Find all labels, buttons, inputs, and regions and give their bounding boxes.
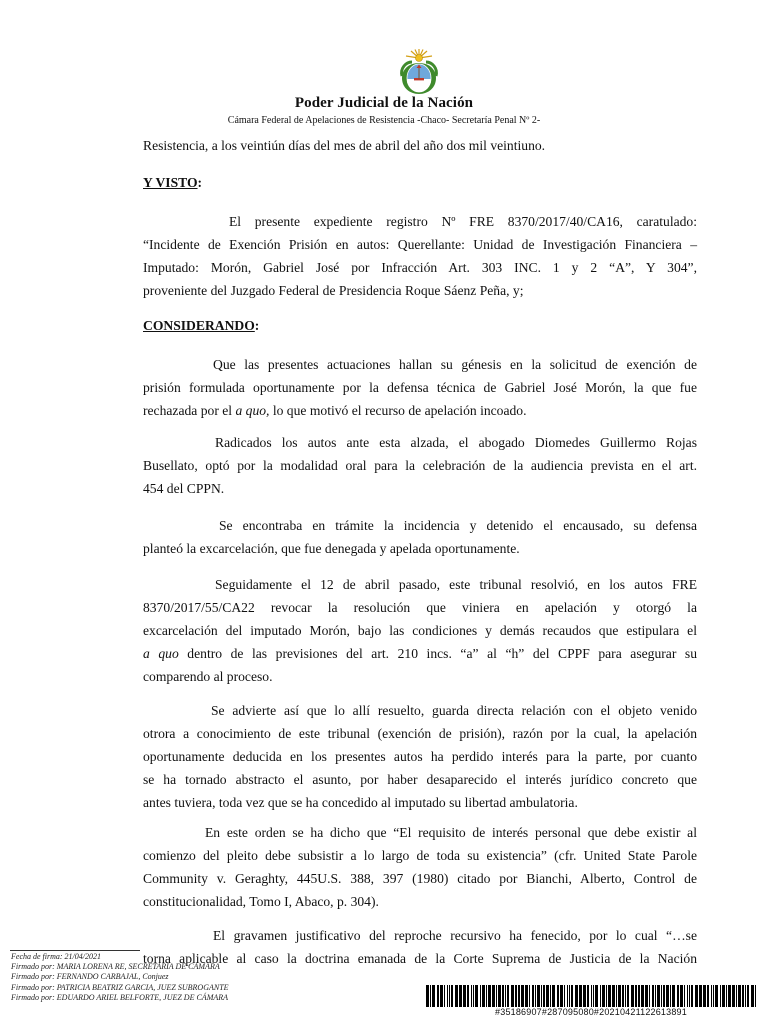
considerando-heading-colon: : — [254, 318, 260, 333]
barcode-bar — [525, 985, 528, 1007]
barcode-bar — [728, 985, 731, 1007]
paragraph-line: Community v. Geraghty, 445U.S. 388, 397 (1980) citado por Bianchi, Alberto, Control de — [143, 871, 697, 886]
barcode-bar — [552, 985, 555, 1007]
paragraph-line: comienzo del pleito debe subsistir a lo largo de toda su existencia” (cfr. United State Parole — [143, 848, 697, 863]
barcode-bar — [467, 985, 469, 1007]
barcode-bar — [426, 985, 429, 1007]
barcode-bar — [713, 985, 714, 1007]
barcode-bar — [537, 985, 540, 1007]
barcode-bar — [541, 985, 542, 1007]
paragraph-line: se ha tornado abstracto el asunto, por haber desaparecido el interés jurídico concreto que — [143, 772, 697, 787]
visto-heading-text: Y VISTO — [143, 175, 198, 190]
barcode-bar — [747, 985, 749, 1007]
barcode-bar — [511, 985, 514, 1007]
text-run: dentro de las previsiones del art. 210 incs. “a” al “h” del CPPF para asegurar su — [178, 646, 697, 661]
barcode-bar — [687, 985, 688, 1007]
paragraph-line: En este orden se ha dicho que “El requisito de interés personal que debe existir al — [205, 825, 697, 840]
barcode-bar — [587, 985, 589, 1007]
barcode-bar — [496, 985, 497, 1007]
paragraph-line: Imputado: Morón, Gabriel José por Infracción Art. 303 INC. 1 y 2 “A”, Y 304”, — [143, 260, 697, 275]
barcode-bar — [463, 985, 466, 1007]
paragraph-line: comparendo al proceso. — [143, 669, 273, 684]
barcode-bar — [689, 985, 690, 1007]
barcode-bar — [593, 985, 594, 1007]
barcode-bar — [602, 985, 605, 1007]
section-heading-considerando — [143, 316, 697, 336]
barcode-bar — [677, 985, 679, 1007]
barcode-bar — [575, 985, 578, 1007]
barcode-bar — [600, 985, 601, 1007]
paragraph-line: El presente expediente registro Nº FRE 8370/2017/40/CA16, caratulado: — [229, 214, 697, 229]
barcode-bar — [652, 985, 654, 1007]
italic-term: a quo — [143, 646, 179, 661]
barcode-bar — [529, 985, 530, 1007]
barcode-bar — [480, 985, 481, 1007]
barcode-bar — [475, 985, 478, 1007]
barcode-bar — [732, 985, 735, 1007]
barcode-bar — [521, 985, 524, 1007]
section-heading-visto — [143, 173, 697, 193]
barcode-bar — [736, 985, 737, 1007]
argentina-coat-of-arms-icon — [398, 48, 440, 96]
barcode-bar — [649, 985, 650, 1007]
barcode-bar — [715, 985, 718, 1007]
paragraph-line: Radicados los autos ante esta alzada, el abogado Diomedes Guillermo Rojas — [215, 435, 697, 450]
barcode-bar — [502, 985, 504, 1007]
barcode-bar — [550, 985, 551, 1007]
barcode-bar — [666, 985, 669, 1007]
barcode-bar — [699, 985, 702, 1007]
barcode — [426, 985, 756, 1007]
barcode-bar — [449, 985, 450, 1007]
paragraph-line: Se advierte así que lo allí resuelto, guarda directa relación con el objeto venido — [211, 703, 697, 718]
barcode-bar — [703, 985, 706, 1007]
barcode-bar — [595, 985, 598, 1007]
barcode-bar — [622, 985, 624, 1007]
barcode-bar — [473, 985, 474, 1007]
paragraph-line: planteó la excarcelación, que fue denegada y apelada oportunamente. — [143, 541, 520, 556]
barcode-bar — [486, 985, 487, 1007]
barcode-bar — [498, 985, 501, 1007]
barcode-bar — [720, 985, 721, 1007]
barcode-bar — [557, 985, 559, 1007]
barcode-bar — [543, 985, 545, 1007]
footer-divider — [10, 950, 140, 951]
header-subtitle: Cámara Federal de Apelaciones de Resistencia -Chaco- Secretaría Penal Nº 2- — [227, 115, 541, 126]
barcode-bar — [631, 985, 634, 1007]
barcode-bar — [618, 985, 621, 1007]
paragraph-line: otrora a conocimiento de este tribunal (exención de prisión), razón por la cual, la apelación — [143, 726, 697, 741]
visto-heading-colon: : — [197, 175, 203, 190]
barcode-bar — [755, 985, 756, 1007]
signer-line: Firmado por: PATRICIA BEATRIZ GARCIA, JUEZ SUBROGANTE — [11, 982, 229, 992]
barcode-bar — [672, 985, 675, 1007]
text-run: rechazada por el — [143, 403, 236, 418]
paragraph-line: 8370/2017/55/CA22 revocar la resolución que viniera en apelación y otorgó la — [143, 600, 697, 615]
barcode-bar — [680, 985, 683, 1007]
header-title: Poder Judicial de la Nación — [294, 95, 474, 111]
barcode-bar — [751, 985, 754, 1007]
considerando-heading-text: CONSIDERANDO — [143, 318, 255, 333]
signature-date: Fecha de firma: 21/04/2021 — [11, 952, 101, 961]
signature-block — [11, 952, 341, 1003]
paragraph-line: Que las presentes actuaciones hallan su génesis en la solicitud de exención de — [213, 357, 697, 372]
paragraph-line: excarcelación del imputado Morón, bajo las condiciones y demás recaudos que estipulara el — [143, 623, 697, 638]
barcode-bar — [515, 985, 517, 1007]
barcode-bar — [612, 985, 615, 1007]
barcode-bar — [591, 985, 592, 1007]
barcode-bar — [707, 985, 709, 1007]
barcode-bar — [661, 985, 662, 1007]
barcode-bar — [447, 985, 448, 1007]
paragraph-line — [143, 644, 697, 664]
barcode-bar — [579, 985, 582, 1007]
paragraph-line: Se encontraba en trámite la incidencia y detenido el encausado, su defensa — [219, 518, 697, 533]
barcode-bar — [711, 985, 712, 1007]
barcode-bar — [571, 985, 573, 1007]
date-line: Resistencia, a los veintiún días del mes de abril del año dos mil veintiuno. — [143, 138, 546, 153]
barcode-bar — [608, 985, 611, 1007]
barcode-bar — [684, 985, 685, 1007]
barcode-bar — [488, 985, 491, 1007]
barcode-bar — [430, 985, 431, 1007]
barcode-bar — [606, 985, 607, 1007]
barcode-bar — [569, 985, 570, 1007]
barcode-bar — [745, 985, 746, 1007]
barcode-bar — [738, 985, 741, 1007]
barcode-bar — [564, 985, 565, 1007]
barcode-bar — [657, 985, 660, 1007]
text-run: lo que motivó el recurso de apelación incoado. — [269, 403, 527, 418]
barcode-bar — [546, 985, 549, 1007]
barcode-bar — [567, 985, 568, 1007]
barcode-bar — [670, 985, 671, 1007]
paragraph-line: proveniente del Juzgado Federal de Presidencia Roque Sáenz Peña, y; — [143, 283, 524, 298]
paragraph-line: constitucionalidad, Tomo I, Abaco, p. 304). — [143, 894, 379, 909]
barcode-bar — [722, 985, 725, 1007]
barcode-bar — [616, 985, 617, 1007]
barcode-bar — [440, 985, 443, 1007]
paragraph-line: antes tuviera, toda vez que se ha concedido al imputado su libertad ambulatoria. — [143, 795, 578, 810]
barcode-bar — [455, 985, 458, 1007]
barcode-bar — [625, 985, 626, 1007]
barcode-bar — [583, 985, 586, 1007]
barcode-bar — [451, 985, 453, 1007]
barcode-bar — [638, 985, 640, 1007]
paragraph-line: prisión formulada oportunamente por la defensa técnica de Gabriel José Morón, la que fue — [143, 380, 697, 395]
barcode-bar — [518, 985, 520, 1007]
barcode-bar — [560, 985, 563, 1007]
barcode-bar — [444, 985, 445, 1007]
barcode-bar — [742, 985, 744, 1007]
barcode-bar — [437, 985, 439, 1007]
signer-line: Firmado por: MARIA LORENA RE, SECRETARIA DE CÁMARA — [11, 962, 220, 972]
paragraph-line — [143, 401, 697, 421]
italic-term: a quo, — [235, 403, 270, 418]
paragraph-line: 454 del CPPN. — [143, 481, 225, 496]
barcode-bar — [432, 985, 435, 1007]
barcode-bar — [471, 985, 472, 1007]
barcode-bar — [663, 985, 665, 1007]
paragraph-line: torna aplicable al caso la doctrina emanada de la Corte Suprema de Justicia de la Nación — [143, 951, 697, 966]
barcode-number: #35186907#287095080#20210421122613891 — [495, 1007, 687, 1017]
barcode-bar — [482, 985, 485, 1007]
barcode-bar — [535, 985, 536, 1007]
barcode-bar — [691, 985, 693, 1007]
barcode-bar — [627, 985, 629, 1007]
barcode-bar — [655, 985, 656, 1007]
barcode-bar — [635, 985, 637, 1007]
barcode-bar — [641, 985, 644, 1007]
barcode-bar — [532, 985, 534, 1007]
barcode-bar — [459, 985, 462, 1007]
barcode-bar — [492, 985, 495, 1007]
barcode-bar — [645, 985, 648, 1007]
paragraph-line: “Incidente de Exención Prisión en autos: Querellante: Unidad de Investigación Financiera – — [143, 237, 697, 252]
paragraph-line: Busellato, optó por la modalidad oral para la celebración de la audiencia prevista en el art. — [143, 458, 697, 473]
paragraph-line: oportunamente deducida en los presentes autos ha perdido interés para la parte, por cuanto — [143, 749, 697, 764]
paragraph-line: Seguidamente el 12 de abril pasado, este tribunal resolvió, en los autos FRE — [215, 577, 697, 592]
signer-line: Firmado por: FERNANDO CARBAJAL, Conjuez — [11, 972, 169, 982]
paragraph-line: El gravamen justificativo del reproche recursivo ha fenecido, por lo cual “…se — [213, 928, 697, 943]
barcode-bar — [507, 985, 509, 1007]
barcode-bar — [726, 985, 727, 1007]
signer-line: Firmado por: EDUARDO ARIEL BELFORTE, JUEZ DE CÁMARA — [11, 992, 229, 1002]
barcode-bar — [695, 985, 698, 1007]
barcode-bar — [505, 985, 506, 1007]
